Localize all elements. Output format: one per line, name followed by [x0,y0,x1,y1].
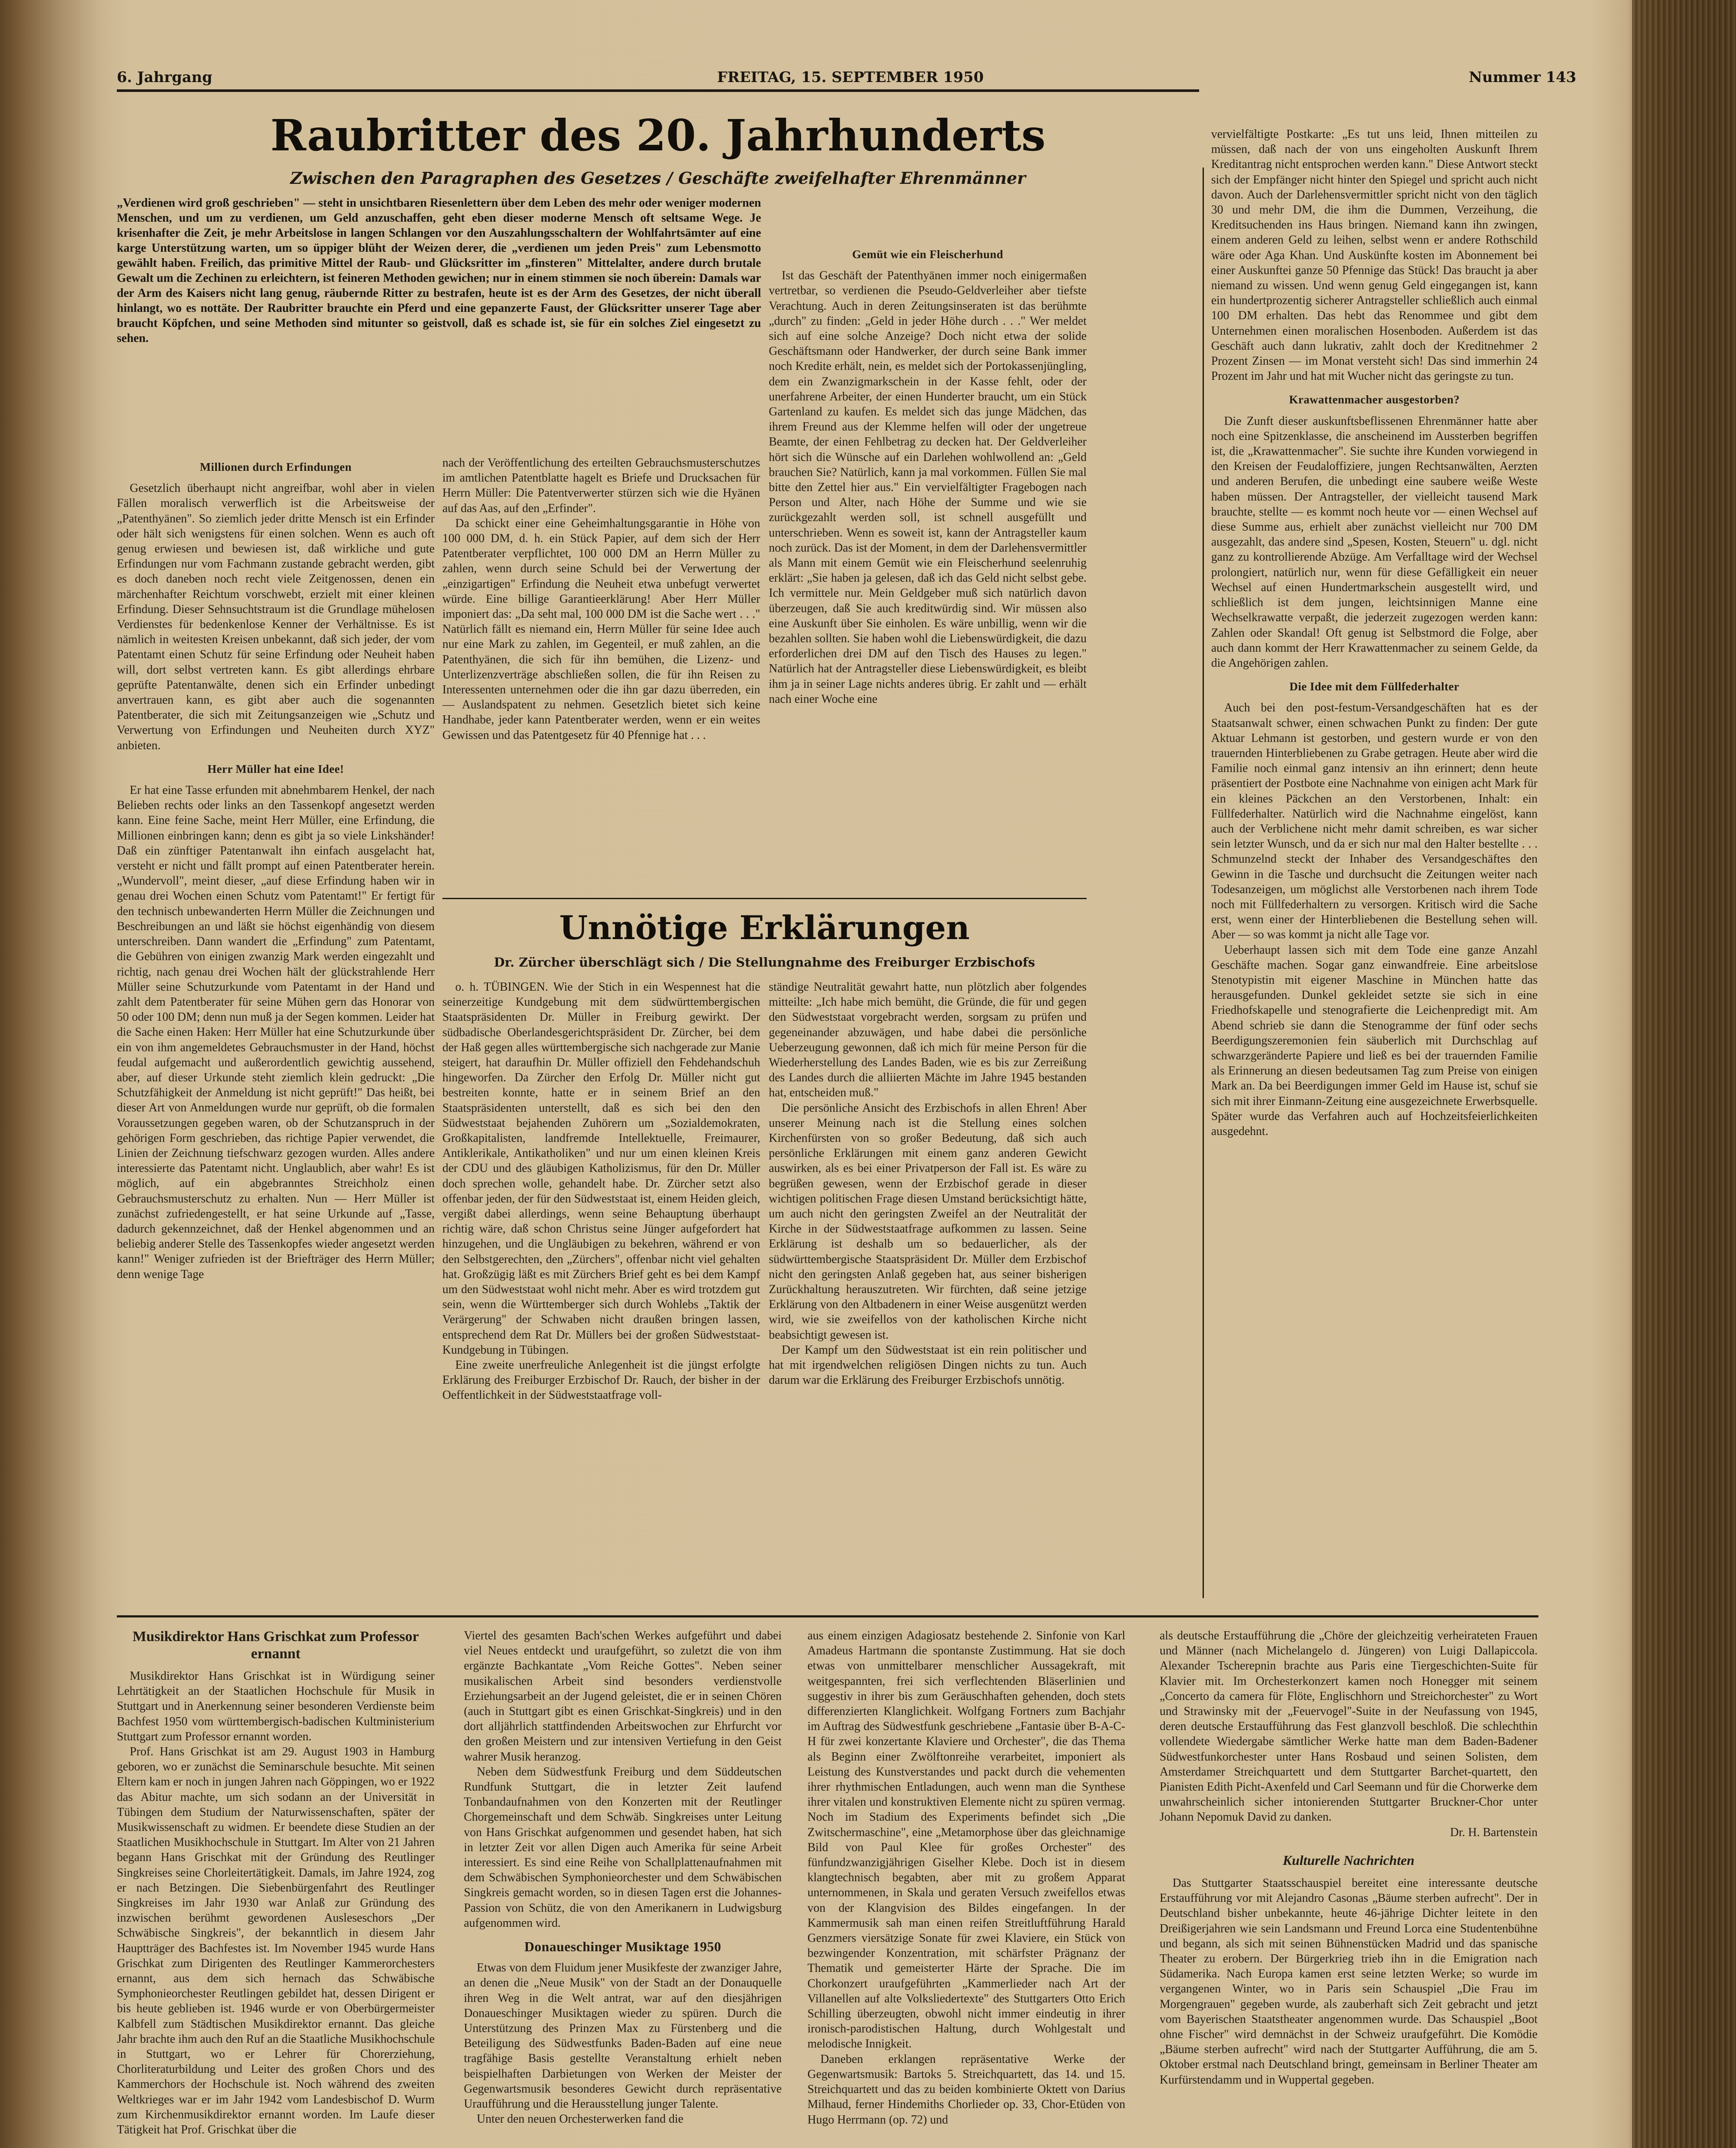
article1-paragraph: Ueberhaupt lassen sich mit dem Tode eine ganze Anzahl Geschäfte machen. Sogar ganz einwandfreie. Eine arbeitslose Stenotypistin mit eigener Maschine in München hatte das herausgefunden. Dunkel gekleidet setzte sie sich in eine Friedhofskapelle und stenografierte die Leichenpredigt mit. Am Abend schrieb sie dann die Stenogramme der fünf oder sechs Beerdigungszeremonien fein säuberlich mit Durchschlag auf schwarzgeränderte Papiere und ließ es bei der trauernden Familie als Erinnerung an diesen bedeutsamen Tag zum Preise von einigen Mark an. Da bei Beerdigungen immer Geld im Hause ist, schuf sie sich mit ihrer Einmann-Zeitung eine ausgezeichnete Erwerbsquelle. Später wurde das Verfahren auch auf Hochzeitsfeierlichkeiten ausgedehnt. [1211,943,1538,1138]
bound-volume-edge [1632,0,1736,2148]
article3-paragraph: aus einem einzigen Adagiosatz bestehende 2. Sinfonie von Karl Amadeus Hartmann die spontanste Zustimmung. Hat sie doch etwas von unmittelbarer menschlicher Aussagekraft, mit weitgespannten, frei sich verflechtenden Bläserlinien und suggestiv in ihrer bis zum Geräuschhaften gehenden, doch stets differenzierten Klanglichkeit. Wolfgang Fortners zum Bachjahr im Auftrag des Südwestfunk geschriebene „Fantasie über B-A-C-H für zwei konzertante Klaviere und Orchester", die das Thema als Beginn einer Zwölftonreihe verarbeitet, imponiert als Leistung des Kunstverstandes und packt durch die vehementen ihrer rhythmischen Entladungen, auch wenn man die Synthese ihrer vitalen und konstruktiven Elemente nicht zu spüren vermag. Noch im Stadium des Experiments befindet sich „Die Zwitschermaschine", eine „Metamorphose über das gleichnamige Bild von Paul Klee für großes Orchester" des fünfundzwanzigjährigen Giselher Klebe. Doch ist in diesem klangtechnisch begabten, aber mit zu großem Apparat unternommenen, in Skala und geraten Versuch zweifellos etwas von der Klangvision des Bildes eingefangen. In der Kammermusik sah man einen reifen Streitluftführung Harald Genzmers viersätzige Sonate für zwei Klaviere, ein Stück von bezwingender Konzentration, mit schärfster Prägnanz der Thematik und gemeisterter Härte der Sprache. Die im Chorkonzert uraufgeführten „Kammerlieder nach Art der Villanellen auf alte Volksliedertexte" des Stuttgarters Otto Erich Schilling überzeugten, obwohl nicht immer eindeutig in ihrer ironisch-parodistischen Haltung, durch Wohlgestalt und melodische Innigkeit. [807,1629,1125,2051]
article2-subheadline: Dr. Zürcher überschlägt sich / Die Stellungnahme des Freiburger Erzbischofs [494,955,1035,970]
article1-paragraph: Gesetzlich überhaupt nicht angreifbar, wohl aber in vielen Fällen moralisch verwerflich ist die Arbeitsweise der „Patenthyänen". So ziemlich jeder dritte Mensch ist ein Erfinder oder hält sich wenigstens für einen solchen. Wenn es auch oft genug erwiesen und bewiesen ist, daß wirkliche und gute Erfindungen nur vom Fachmann zustande gebracht werden, gibt es doch daneben noch recht viele Zeitgenossen, denen ein märchenhafter Reichtum vorschwebt, erzielt mit einer kleinen Erfindung. Dieser Sehnsuchtstraum ist die Grundlage mühelosen Verdienstes für bedenkenlose Kenner der Verhältnisse. Es ist nämlich in weitesten Kreisen unbekannt, daß sich jeder, der vom Patentamt einen Schutz für seine Erfindung oder Neuheit haben will, dort selbst vertreten kann. Es gibt allerdings ehrbare geprüfte Patentanwälte, denen sich ein Erfinder unbedingt anvertrauen kann, es gibt aber auch die sogenannten Patentberater, die sich mit Zeitungsanzeigen wie „Schutz und Verwertung von Erfindungen und Neuheiten durch XYZ" anbieten. [117,482,435,752]
article3-paragraph: Etwas von dem Fluidum jener Musikfeste der zwanziger Jahre, an denen die „Neue Musik" von der Stadt an der Donauquelle ihren Weg in die Welt antrat, war auf den diesjährigen Donaueschinger Musiktagen wieder zu spüren. Durch die Unterstützung des Prinzen Max zu Fürstenberg und die Beteiligung des Südwestfunks Baden-Baden auf eine neue tragfähige Basis gestellte Veranstaltung erhielt neben beispielhaften Darbietungen von Werken der Meister der Gegenwartsmusik besonderes Gewicht durch repräsentative Uraufführung und die Herausstellung junger Talente. [464,1961,782,2111]
article3-column-4 [1160,1628,1538,2148]
article3-column-3 [807,1628,1125,2148]
article1-paragraph: Da schickt einer eine Geheimhaltungsgarantie in Höhe von 100 000 DM, d. h. ein Stück Papier, auf dem sich der Herr Patentberater verpflichtet, 100 000 DM an Herrn Müller zu zahlen, wenn durch seine Schuld bei der Verwertung der „einzigartigen" Erfindung die Neuheit etwa unbefugt verwertet würde. Eine billige Garantieerklärung! Aber Herr Müller imponiert das: „Da seht mal, 100 000 DM ist die Sache wert . . ." Natürlich fällt es niemand ein, Herrn Müller für seine Idee auch nur eine Mark zu zahlen, im Gegenteil, er muß zahlen, an die Patenthyänen, die sich für ihn bemühen, die Lizenz- und Unterlizenzverträge abschließen sollen, die für ihn Reisen zu Interessenten unternehmen oder die ihn gar dazu überreden, ein — Auslandspatent zu nehmen. Gesetzlich bietet sich keine Handhabe, jeder kann Patentberater werden, wenn er ein weites Gewissen und das Patentgesetz für 40 Pfennige hat . . . [442,516,760,742]
article3-subhead-kulturelle-nachrichten: Kulturelle Nachrichten [1282,1852,1415,1868]
article1-subhead-krawatten: Krawattenmacher ausgestorben? [1289,393,1460,406]
header-issue-number: Nummer 143 [1468,69,1576,86]
article2-paragraph: ständige Neutralität gewahrt hatte, nun plötzlich aber folgendes mitteilte: „Ich habe mich bemüht, die Gründe, die für und gegen den Südweststaat vorgebracht werden, sorgsam zu prüfen und gegeneinander abzuwägen, und habe dabei die persönliche Ueberzeugung gewonnen, daß ich mich für meine Person für die Wiederherstellung des Landes Baden, wie es bis zur Zerreißung des Landes durch die alliierten Mächte im Jahre 1945 bestanden hat, entscheiden muß." [769,980,1087,1100]
article3-paragraph: als deutsche Erstaufführung die „Chöre der gleichzeitig verheirateten Frauen und Männer (nach Michelangelo d. Jüngeren) von Luigi Dallapiccola. Alexander Tscherepnin brachte aus Paris eine Tiergeschichten-Suite für Klavier mit. Im Orchesterkonzert kamen noch Honegger mit seinem „Concerto da camera für Flöte, Englischhorn und Streichorchester" zu Wort und Strawinsky mit der „Feuervogel"-Suite in der Neufassung von 1945, deren deutsche Erstaufführung das Fest glanzvoll beschloß. Die schlechthin vollendete Wiedergabe sämtlicher Werke hatte man dem Baden-Badener Südwestfunkorchester unter Hans Rosbaud und seinen Solisten, dem Amsterdamer Streichquartett und dem Stuttgarter Barchet-quartett, den Pianisten Edith Picht-Axenfeld und Carl Seemann und für die Chorwerke dem unwahrscheinlich sicher intonierenden Stuttgarter Bruckner-Chor unter Johann Nepomuk David zu danken. [1160,1629,1538,1824]
article1-paragraph: Auch bei den post-festum-Versandgeschäften hat es der Staatsanwalt schwer, einen schwachen Punkt zu finden: Der gute Aktuar Lehmann ist gestorben, und gestern wurde er von den trauernden Hinterbliebenen zu Grabe getragen. Heute aber wird die Familie noch einmal ganz intensiv an ihn erinnert; denn heute präsentiert der Postbote eine Nachnahme von einigen acht Mark für ein kleines Päckchen an den Verstorbenen, Inhalt: ein Füllfederhalter. Natürlich wird die Nachnahme eingelöst, kann auch der Verblichene nicht mehr damit schreiben, es war sicher sein letzter Wunsch, und da er sich nur mal den Halter bestellte . . . Schmunzelnd steckt der Inhaber des Versandgeschäftes den Gewinn in die Tasche und durchsucht die Zeitungen weiter nach Todesanzeigen, um möglichst alle Verstorbenen nach ihrem Tode noch mit Füllfederhaltern zu versorgen. Kritisch wird die Sache erst, wenn einer der Hinterbliebenen die Bestellung sehen will. Aber — so was kommt ja nicht alle Tage vor. [1211,701,1538,942]
article3-paragraph: Unter den neuen Orchesterwerken fand die [477,2112,684,2126]
header-date: FREITAG, 15. SEPTEMBER 1950 [717,69,984,86]
article2-headline: Unnötige Erklärungen [559,909,970,947]
article2-paragraph: o. h. TÜBINGEN. Wie der Stich in ein Wespennest hat die seinerzeitige Kundgebung mit dem südwürttembergischen Staatspräsidenten Dr. Müller in Freiburg gewirkt. Der südbadische Oberlandesgerichtspräsident Dr. Zürcher, bei dem der Haß gegen alles württembergische sich nachgerade zur Manie steigert, hat daraufhin Dr. Müller offiziell den Fehdehandschuh hingeworfen. Da Zürcher den Erfolg Dr. Müller nicht gut bestreiten konnte, hatte er in seinem Brief an den Staatspräsidenten unterstellt, daß es sich bei den den Südweststaat bejahenden Zuhörern um „Sozialdemokraten, Großkapitalisten, landfremde Intellektuelle, Freimaurer, Antiklerikale, Antikatholiken" und nur um einen kleinen Kreis der CDU und des gläubigen Katholizismus, für den Dr. Müller doch sprechen wolle, gehandelt habe. Dr. Zürcher setzt also offenbar jeden, der für den Südweststaat ist, einem Heiden gleich, vergißt dabei allerdings, wenn seine Behauptung überhaupt richtig wäre, daß schon Christus seine Jünger aufgefordert hat hinzugehen, und die Ungläubigen zu bekehren, während er von den Selbstgerechten, den „Zürchers", offenbar nicht viel gehalten hat. Großzügig läßt es mit Zürchers Brief geht es bei dem Kampf um den Südweststaat wohl nicht mehr. Aber es wird trotzdem gut sein, wenn die Württemberger sich durch Wohlebs „Taktik der Verärgerung" der Schwaben nicht draußen bringen lassen, entsprechend dem Rat Dr. Müllers bei der großen Südweststaat-Kundgebung in Tübingen. [442,980,760,1357]
article3-paragraph: Neben dem Südwestfunk Freiburg und dem Süddeutschen Rundfunk Stuttgart, die in letzter Zeit laufend Tonbandaufnahmen von den Konzerten mit der Reutlinger Chorgemeinschaft und dem Schwäb. Singkreises unter Leitung von Hans Grischkat aufgenommen und gesendet haben, hat sich in letzter Zeit vor allen Digen auch Amerika für seine Arbeit interessiert. Es sind eine Reihe von Schallplattenaufnahmen mit dem Schwäbischen Symphonieorchester und dem Schwäbischen Singkreis gemacht worden, so in diesen Tagen erst die Johannes-Passion von Schütz, die von den Amerikanern in Ludwigsburg aufgenommen wird. [464,1765,782,1930]
article2-top-rule [442,898,1087,899]
article1-column-1 [117,451,435,1611]
article2-paragraph: Eine zweite unerfreuliche Anlegenheit ist die jüngst erfolgte Erklärung des Freiburger Erzbischof Dr. Rauch, der bisher in der Oeffentlichkeit in der Südweststaatfrage voll- [442,1358,760,1402]
article2-column-2 [769,979,1087,1611]
article3-column-1 [117,1628,435,2148]
article3-column-2 [464,1628,782,2148]
article1-column-3 [769,195,1087,891]
article2-paragraph: Der Kampf um den Südweststaat ist ein rein politischer und hat mit irgendwelchen religiösen Dingen nichts zu tun. Auch darum war die Erklärung des Freiburger Erzbischofs unnötig. [769,1343,1087,1387]
article1-paragraph: vervielfältigte Postkarte: „Es tut uns leid, Ihnen mitteilen zu müssen, daß nach der von uns eingeholten Auskunft Ihrem Kreditantrag nicht entsprochen werden kann." Diese Antwort steckt sich der Empfänger nicht hinter den Spiegel und spricht auch nicht davon. Auch der Darlehensvermittler spricht nicht von den täglich 30 und mehr DM, die ihm die Dummen, Verzeihung, die Kreditsuchenden ins Haus bringen. Niemand kann ihn zwingen, einem anderen Geld zu leihen, selbst wenn er andere Rothschild wäre oder Aga Khan. Und Auskünfte kosten im Abonnement bei einer Auskunftei ganze 50 Pfennige das Stück! Das braucht ja aber niemand zu wissen. Und wenn genug Geld eingegangen ist, kann ein hundertprozentig sicherer Antragsteller schließlich auch einmal 100 DM erhalten. Das hebt das Renommee und gibt dem Unternehmen einen moralischen Hosenboden. Außerdem ist das Geschäft auch dann lukrativ, zahlt doch der Kreditnehmer 2 Prozent Zinsen — im Monat versteht sich! Das sind immerhin 24 Prozent im Jahr und hat mit Wucher nicht das geringste zu tun. [1211,128,1538,383]
article3-paragraph: Musikdirektor Hans Grischkat ist in Würdigung seiner Lehrtätigkeit an der Staatlichen Hochschule für Musik in Stuttgart und in Anerkennung seiner besonderen Verdienste beim Bachfest 1950 vom württembergisch-badischen Kultministerium Stuttgart zum Professor ernannt worden. [117,1669,435,1743]
article3-subhead-donaueschingen: Donaueschinger Musiktage 1950 [524,1939,722,1955]
article1-paragraph: nach der Veröffentlichung des erteilten Gebrauchsmusterschutzes im amtlichen Patentblatte hagelt es Briefe und Drucksachen für Herrn Müller: Die Patentverwerter stürzen sich wie die Hyänen auf das Aas, auf den „Erfinder". [442,456,760,515]
article1-subheadline: Zwischen den Paragraphen des Gesetzes / Geschäfte zweifelhafter Ehrenmänner [290,168,1026,188]
article3-paragraph: Das Stuttgarter Staatsschauspiel bereitet eine interessante deutsche Erstaufführung vor mit Alejandro Casonas „Bäume sterben aufrecht". Der in Deutschland bisher unbekannte, heute 46-jährige Dichter leitete in den Dreißigerjahren wie sein Landsmann und Freund Lorca eine Studentenbühne und begann, als sich mit seinen Bühnenstücken Madrid und das spanische Theater zu erobern. Der Bürgerkrieg trieb ihn in die Emigration nach Südamerika. Nach Europa kamen erst seine letzten Werke; so wurde im vergangenen Winter, wo in Paris sein Schauspiel „Die Frau im Morgengrauen" gegeben wurde, als zauberhaft sich Zeit gebracht und jetzt vom Bayerischen Staatstheater angenommen wurde. Das Schauspiel „Boot ohne Fischer" wird demnächst in der Schweiz uraufgeführt. Die Komödie „Bäume sterben aufrecht" wird nach der Stuttgarter Aufführung, die am 5. Oktober erstmal nach Deutschland bringt, gemeinsam in Berliner Theater am Kurfürstendamm und in Wuppertal gegeben. [1160,1876,1538,2087]
newspaper-page [94,43,1623,2148]
article3-author-signature: Dr. H. Bartenstein [1450,1825,1538,1839]
column-separator [1203,168,1204,1598]
article1-lead: „Verdienen wird groß geschrieben" — steht in unsichtbaren Riesenlettern über dem Leben des mehr oder weniger modernen Menschen, und um zu verdienen, um Geld anzuschaffen, geht eben dieser moderne Mensch oft seltsame Wege. Je krisenhafter die Zeit, je mehr Arbeitslose in langen Schlangen vor den Auszahlungsschaltern der Wohlfahrtsämter auf eine karge Unterstützung warten, um so üppiger blüht der Weizen derer, die „verdienen um jeden Preis" zum Lebensmotto gewählt haben. Freilich, das primitive Mittel der Raub- und Glücksritter im „finsteren" Mittelalter, andere durch brutale Gewalt um die Zechinen zu erleichtern, ist feineren Methoden gewichen; nur in einem stimmen sie noch überein: Damals war der Arm des Kaisers nicht lang genug, räubernde Ritter zu bestrafen, heute ist es der Arm des Gesetzes, der nicht überall hinlangt, wo es nottäte. Der Raubritter brauchte ein Pferd und eine gepanzerte Faust, der Glücksritter unserer Tage aber braucht Köpfchen, und seine Methoden sind mitunter so geistvoll, daß es schade ist, sie für ein solches Ziel eingesetzt zu sehen. [117,196,761,345]
article2-column-1 [442,979,760,1611]
article1-subhead-fuellfederhalter: Die Idee mit dem Füllfederhalter [1289,680,1459,693]
article1-column-4 [1211,127,1538,1605]
article3-paragraph: Prof. Hans Grischkat ist am 29. August 1903 in Hamburg geboren, wo er zunächst die Seminarschule besuchte. Mit seinen Eltern kam er noch in jungen Jahren nach Göppingen, wo er 1922 das Abitur machte, um sich sodann an der Universität in Tübingen dem Studium der Naturwissenschaften, später der Musikwissenschaft zu widmen. Er beendete diese Studien an der Staatlichen Musikhochschule in Stuttgart. Im Alter von 21 Jahren begann Hans Grischkat mit der Gründung des Reutlinger Singkreises seine Chorleitertätigkeit. Damals, im Jahre 1924, zog er nach Betzingen. Die Siebenbürgenfahrt des Reutlinger Singkreises im Jahr 1930 war Anlaß zur Gründung des inzwischen berühmt gewordenen Ausleseschors „Der Schwäbische Singkreis", der bekanntlich in diesem Jahr Hauptträger des Bachfestes ist. Im November 1945 wurde Hans Grischkat zum Dirigenten des Reutlinger Kammerorchesters ernannt, aus dem sich hernach das Schwäbische Symphonieorchester Reutlingen gebildet hat, dessen Dirigent er bis heute geblieben ist. 1946 wurde er von Oberbürgermeister Kalbfell zum Städtischen Musikdirektor ernannt. Das gleiche Jahr brachte ihm auch den Ruf an die Staatliche Musikhochschule in Stuttgart, wo er Lehrer für Chorerziehung, Chorliteraturbildung und Leiter des großen Chors und des Kammerchors der Hochschule ist. Noch während des zweiten Weltkrieges war er im Jahr 1942 vom Landesbischof D. Wurm zum Kirchenmusikdirektor ernannt worden. Im Laufe dieser Tätigkeit hat Prof. Grischkat über die [117,1745,435,2137]
article1-paragraph: Die Zunft dieser auskunftsbeflissenen Ehrenmänner hatte aber noch eine Spitzenklasse, die anscheinend im Aussterben begriffen ist, die „Krawattenmacher". Sie suchte ihre Kunden vorwiegend in den Kreisen der Feudaloffiziere, jungen Rechtsanwälten, Aerzten und anderen Berufen, die unbedingt eine saubere weiße Weste haben müssen. Der Antragsteller, der vielleicht tausend Mark brauchte, stellte — es kommt noch heute vor — einen Wechsel auf diese Summe aus, erhielt aber zunächst vielleicht nur 700 DM ausgezahlt, das andere sind „Spesen, Kosten, Steuern" u. dgl. nicht ganz zu kontrollierende Abzüge. Am Verfalltage wird der Wechsel prolongiert, natürlich nur, wenn für diese Gefälligkeit ein neuer Wechsel auf einen Hundertmarkschein ausgestellt wird, und schließlich ist dem jungen, leichtsinnigen Manne eine Wechselkrawatte verpaßt, die jederzeit zugezogen werden kann: Zahlen oder Skandal! Oft genug ist Selbstmord die Folge, aber auch dann kommt der Herr Krawattenmacher zu seinem Gelde, da die Angehörigen zahlen. [1211,414,1538,670]
article3-paragraph: Viertel des gesamten Bach'schen Werkes aufgeführt und dabei viel Neues entdeckt und uraufgeführt, so zuletzt die von ihm ergänzte Bachkantate „Vom Reiche Gottes". Neben seiner musikalischen Arbeit sind besonders verdienstvolle Erziehungsarbeit an der Jugend geleistet, die er in seinen Chören (auch in Stuttgart gibt es einen Grischkat-Singkreis) und in den dort alljährlich stattfindenden Arbeitswochen zur Ehrfurcht vor den großen Meistern und zur intensiven Vertiefung in den Geist wahrer Musik heranzog. [464,1629,782,1764]
article1-paragraph: Er hat eine Tasse erfunden mit abnehmbarem Henkel, der nach Belieben rechts oder links an den Tassenkopf angesetzt werden kann. Eine feine Sache, meint Herr Müller, eine Erfindung, die Millionen einbringen kann; denn es gibt ja so viele Linkshänder! Daß ein zünftiger Patentanwalt ihn einfach ausgelacht hat, versteht er nicht und fällt prompt auf einen Patentberater herein. „Wundervoll", meint dieser, „auf diese Erfindung haben wir in genau drei Wochen einen Schutz vom Patentamt!" Er fertigt für den technisch unbewanderten Herrn Müller die Zeichnungen und Beschreibungen an und läßt sie höchst eigenhändig von diesem unterschreiben. Dann wandert die „Erfindung" zum Patentamt, die Gebühren von einigen zwanzig Mark werden eingezahlt und richtig, nach genau drei Wochen hält der glückstrahlende Herr Müller seine Schutzurkunde vom Patentamt in der Hand und zahlt dem Patentberater für seine Mühen gern das Honorar von 50 oder 100 DM; denn nun muß ja der Segen kommen. Leider hat die Sache einen Haken: Herr Müller hat eine Schutzurkunde über ein von ihm angemeldetes Gebrauchsmuster in der Hand, höchst feudal aufgemacht und außerordentlich gewichtig aussehend, aber, auf dieser Urkunde steht ziemlich klein gedruckt: „Die Schutzfähigkeit der Anmeldung ist nicht geprüft!" Das heißt, bei dieser Art von Anmeldungen wurde nur geprüft, ob die formalen Voraussetzungen gegeben waren, ob der Schutzanspruch in der gehörigen Form geschrieben, das richtige Papier verwendet, die Linien der Zeichnung tiefschwarz gezogen wurden. Alles andere interessierte das Patentamt nicht. Unglaublich, aber wahr! Es ist möglich, auf ein abgebranntes Streichholz einen Gebrauchsmusterschutz zu erhalten. Nun — Herr Müller ist zunächst zufriedengestellt, er hat seine Urkunde auf „Tasse, dadurch gekennzeichnet, daß der Henkel abgenommen und an beliebig anderer Stelle des Tassenkopfes wieder angesetzt werden kann!" Weniger zufrieden ist der Briefträger des Herrn Müller; denn wenige Tage [117,784,435,1281]
header-volume: 6. Jahrgang [117,69,213,86]
section-divider [117,1615,1538,1617]
header-rule [117,89,1199,92]
article1-subhead-gemuet: Gemüt wie ein Fleischerhund [852,248,1003,261]
article3-paragraph: Daneben erklangen repräsentative Werke der Gegenwartsmusik: Bartoks 5. Streichquartett, das 14. und 15. Streichquartett und das zu beiden kombinierte Oktett von Darius Milhaud, ferner Hindemiths Chorlieder op. 33, Chor-Etüden von Hugo Herrmann (op. 72) und [807,2052,1125,2127]
article1-subhead-millionen: Millionen durch Erfindungen [200,461,352,473]
article3-headline: Musikdirektor Hans Grischkat zum Professor ernannt [132,1629,419,1662]
article1-headline: Raubritter des 20. Jahrhunderts [270,110,1046,161]
article1-column-2 [442,455,760,889]
article1-paragraph: Ist das Geschäft der Patenthyänen immer noch einigermaßen vertretbar, so verdienen die Pseudo-Geldverleiher aber tiefste Verachtung. Auch in deren Zeitungsinseraten ist das berühmte „durch" zu finden: „Geld in jeder Höhe durch . . ." Wer meldet sich auf eine solche Anzeige? Doch nicht etwa der solide Geschäftsmann oder Handwerker, der durch seine Bank immer noch Kredite erhält, nein, es meldet sich der Portokassenjüngling, dem ein Zwanzigmarkschein in der Kasse fehlt, oder der unerfahrene Arbeiter, der einen Hunderter braucht, um ein Stück Gartenland zu kaufen. Es meldet sich das junge Mädchen, das ihrem Freund aus der Klemme helfen will oder der ungetreue Beamte, der einen Fehlbetrag zu decken hat. Der Geldverleiher hört sich die Wünsche auf ein Darlehen wohlwollend an: „Geld brauchen Sie? Natürlich, kann ja mal vorkommen. Füllen Sie mal bitte den Zettel hier aus." Ein vervielfältigter Fragebogen nach Person und Alter, nach Höhe der Summe und wie sie zurückgezahlt werden soll, ist schnell ausgefüllt und unterschrieben. Wenn es soweit ist, kann der Antragsteller kaum noch zurück. Das ist der Moment, in dem der Darlehensvermittler als Mann mit einem Gemüt wie ein Fleischerhund seelenruhig erklärt: „Sie haben ja gelesen, daß ich das Geld nicht selbst gebe. Ich vermittele nur. Mein Geldgeber muß sich natürlich davon überzeugen, daß Sie auch kreditwürdig sind. Wir müssen also eine Auskunft über Sie einholen. Es wäre unbillig, wenn wir die bezahlen sollten. Sie haben wohl die Liebenswürdigkeit, die dazu erforderlichen drei DM auf den Tisch des Hauses zu legen." Natürlich hat der Antragsteller diese Liebenswürdigkeit, es bleibt ihm ja in seiner Lage nichts anderes übrig. Er zahlt und — erhält nach einer Woche eine [769,269,1087,706]
article2-paragraph: Die persönliche Ansicht des Erzbischofs in allen Ehren! Aber unserer Meinung nach ist die Stellung eines solchen Kirchenfürsten von so großer Bedeutung, daß sich auch persönliche Erklärungen mit einem ganz anderen Gewicht auswirken, als es bei einer Privatperson der Fall ist. Es wäre zu begrüßen gewesen, wenn der Erzbischof gerade in dieser wichtigen politischen Frage diesen Umstand berücksichtigt hätte, um auch nicht den geringsten Zweifel an der Neutralität der Kirche in der Südweststaatfrage aufkommen zu lassen. Seine Erklärung ist deshalb um so bedauerlicher, als der südwürttembergische Staatspräsident Dr. Müller dem Erzbischof nicht den geringsten Anlaß gegeben hat, aus seiner bisherigen Zurückhaltung herauszutreten. Wir fürchten, daß seine jetzige Erklärung von den Altbadenern in einer Weise ausgenützt werden wird, wie sie zweifellos von der katholischen Kirche nicht beabsichtigt gewesen ist. [769,1101,1087,1342]
article1-subhead-mueller: Herr Müller hat eine Idee! [207,762,344,775]
